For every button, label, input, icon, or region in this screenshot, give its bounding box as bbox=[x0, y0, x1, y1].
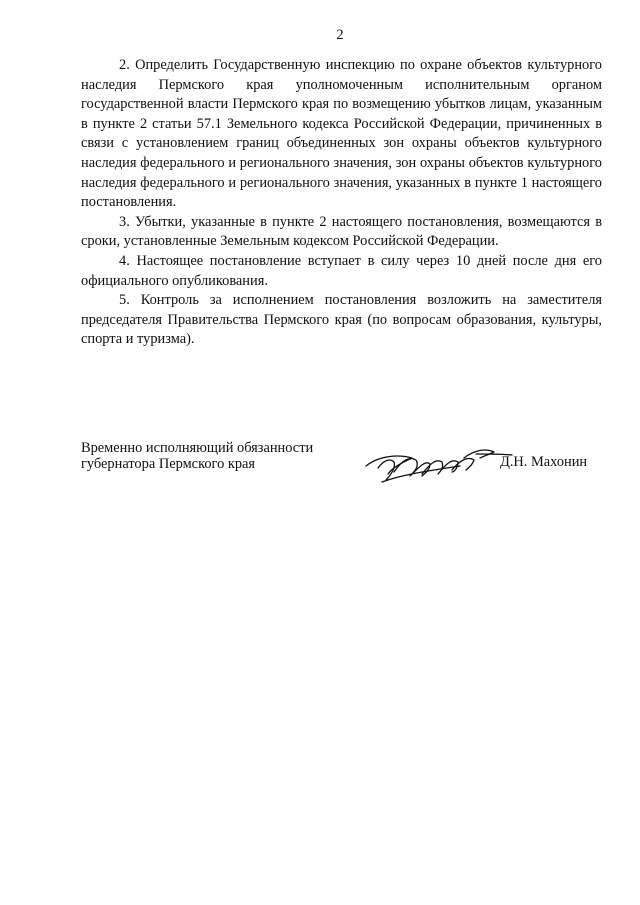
signatory-name: Д.Н. Махонин bbox=[500, 454, 588, 470]
handwritten-signature bbox=[364, 438, 514, 488]
paragraph-4: 4. Настоящее постановление вступает в силу через 10 дней после дня его официального опубликования. bbox=[81, 252, 602, 289]
signatory-title bbox=[81, 440, 381, 472]
paragraph-3: 3. Убытки, указанные в пункте 2 настоящего постановления, возмещаются в сроки, установленные Земельным кодексом Российской Федерации. bbox=[81, 213, 602, 250]
signatory-title-line-1: Временно исполняющий обязанности bbox=[81, 440, 314, 456]
signatory-title-line-2: губернатора Пермского края bbox=[81, 456, 256, 472]
paragraph-5: 5. Контроль за исполнением постановления возложить на заместителя председателя Правительства Пермского края (по вопросам образования, культуры, спорта и туризма). bbox=[81, 292, 602, 348]
page-number: 2 bbox=[336, 27, 344, 43]
document-body bbox=[81, 56, 602, 350]
paragraph-2: 2. Определить Государственную инспекцию по охране объектов культурного наследия Пермского края уполномоченным исполнительным органом государственной власти Пермского края по возмещению убытков лицам, указанным в пункте 2 статьи 57.1 Земельного кодекса Российской Федерации, причиненных в связи с установлением границ объединенных зон охраны объектов культурного наследия федерального и регионального значения, зон охраны объектов культурного наследия федерального и регионального значения, указанных в пункте 1 настоящего постановления. bbox=[81, 57, 602, 211]
